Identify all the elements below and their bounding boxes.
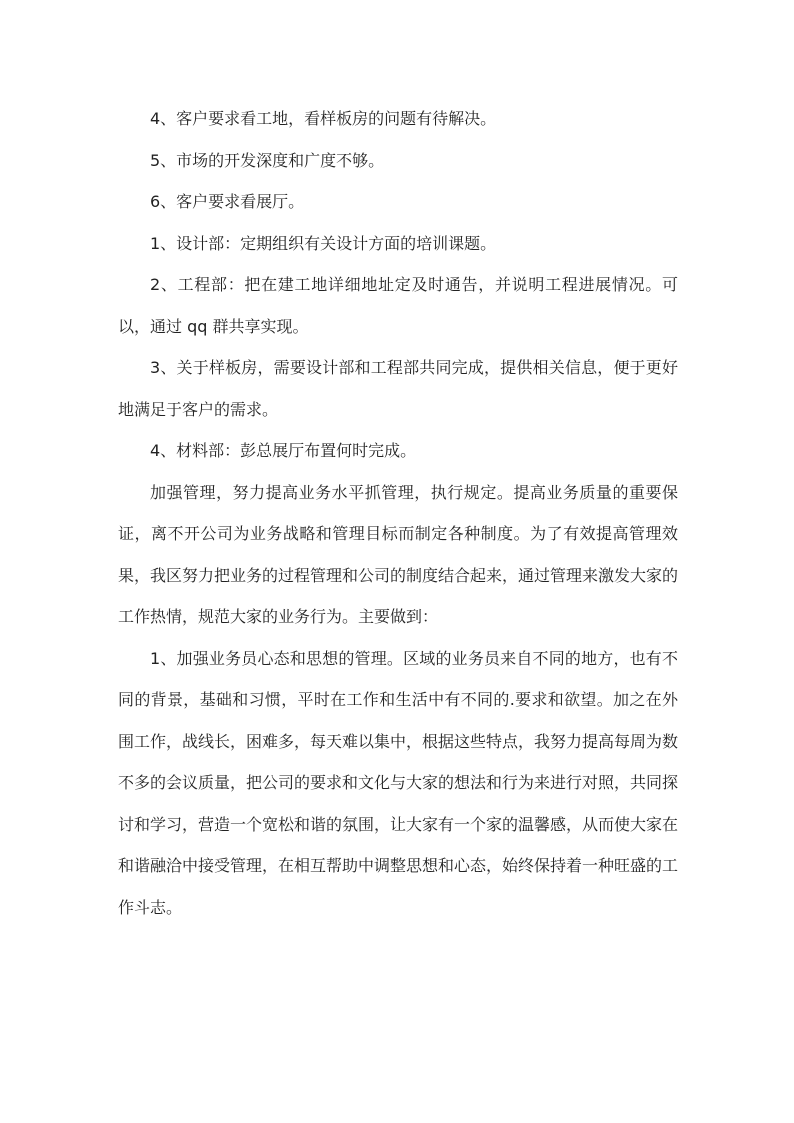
paragraph-customer-site-visit: 4、客户要求看工地，看样板房的问题有待解决。	[150, 109, 497, 128]
paragraph-showroom-request: 6、客户要求看展厅。	[150, 192, 305, 211]
paragraph-mindset-management: 1、加强业务员心态和思想的管理。区域的业务员来自不同的地方，也有不同的背景，基础和习惯，平时在工作和生活中有不同的.要求和欲望。加之在外围工作，战线长，困难多，每天难以集中，根据这些特点，我努力提高每周为数不多的会议质量，把公司的要求和文化与大家的想法和行为来进行对照，共同探讨和学习，营造一个宽松和谐的氛围，让大家有一个家的温馨感，从而使大家在和谐融洽中接受管理，在相互帮助中调整思想和心态，始终保持着一种旺盛的工作斗志。	[118, 648, 679, 917]
paragraph-materials-dept: 4、材料部：彭总展厅布置何时完成。	[150, 441, 417, 460]
paragraph-sample-house: 3、关于样板房，需要设计部和工程部共同完成，提供相关信息，便于更好地满足于客户的需求。	[118, 358, 678, 419]
document-body	[118, 98, 678, 928]
paragraph-management: 加强管理，努力提高业务水平抓管理，执行规定。提高业务质量的重要保证，离不开公司为业务战略和管理目标而制定各种制度。为了有效提高管理效果，我区努力把业务的过程管理和公司的制度结合起来，通过管理来激发大家的工作热情，规范大家的业务行为。主要做到：	[118, 482, 679, 626]
paragraph-design-dept: 1、设计部：定期组织有关设计方面的培训课题。	[150, 233, 497, 253]
paragraph-market-development: 5、市场的开发深度和广度不够。	[150, 150, 385, 170]
paragraph-engineering-dept: 2、工程部：把在建工地详细地址定及时通告，并说明工程进展情况。可以，通过 qq 群共享实现。	[118, 275, 678, 336]
